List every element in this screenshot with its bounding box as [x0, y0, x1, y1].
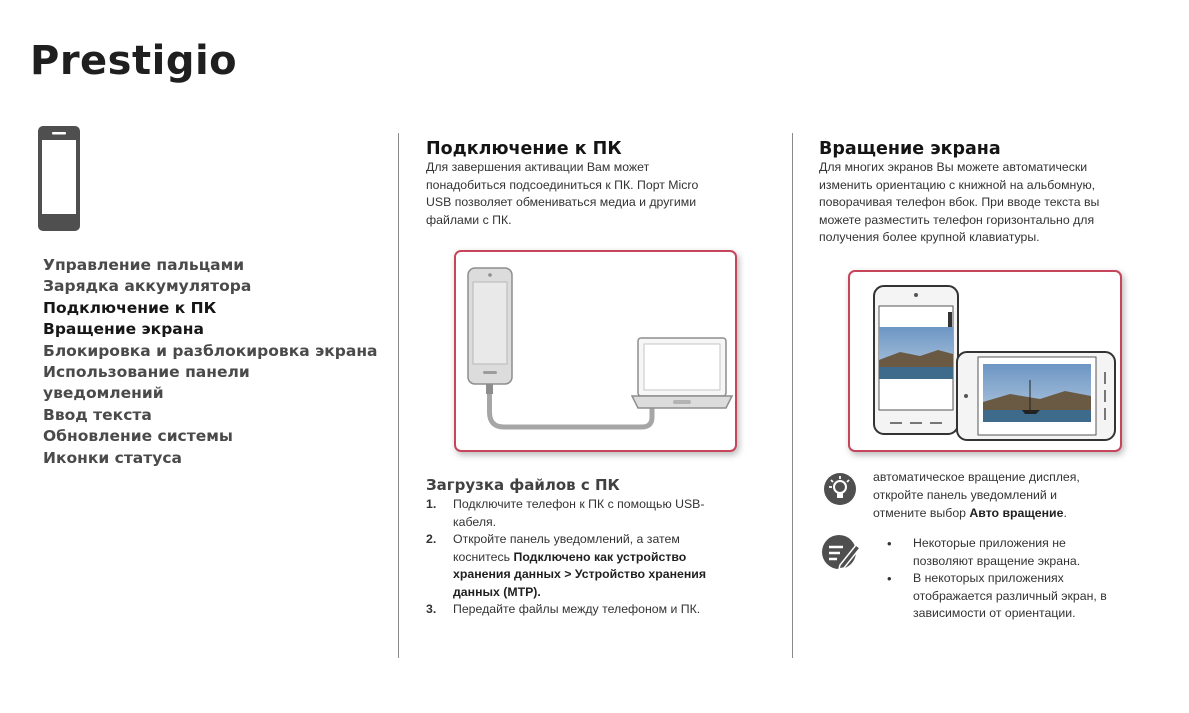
column-divider-left — [398, 133, 399, 658]
rotation-section-title: Вращение экрана — [819, 139, 1001, 159]
toc-item-finger-control[interactable]: Управление пальцами — [43, 256, 245, 274]
file-transfer-subtitle: Загрузка файлов с ПК — [426, 476, 620, 494]
smartphone-icon — [36, 124, 82, 234]
toc-item-notification-panel-cont[interactable]: уведомлений — [43, 384, 164, 403]
column-divider-right — [792, 133, 793, 658]
note-item: • В некоторых приложениях отображается различный экран, в зависимости от ориентации. — [887, 570, 1107, 623]
rotation-illustration — [848, 270, 1122, 452]
phone-laptop-illustration — [454, 250, 737, 452]
toc-item-pc-connection[interactable]: Подключение к ПК — [43, 298, 217, 317]
toc-item-battery-charging[interactable]: Зарядка аккумулятора — [43, 277, 252, 296]
step-item: 2. Откройте панель уведомлений, а затем коснитесь Подключено как устройство хранения данных > Устройство хранения данных (MTP). — [426, 532, 707, 599]
toc-item-screen-rotation[interactable]: Вращение экрана — [43, 320, 204, 339]
rotation-tip-text: автоматическое вращение дисплея, откройте панель уведомлений и отмените выбор Авто вращение. — [873, 470, 1080, 520]
toc-item-text-input[interactable]: Ввод текста — [43, 405, 152, 424]
pencil-icon — [820, 533, 862, 571]
note-item: • Некоторые приложения не позволяют вращение экрана. — [887, 535, 1107, 570]
brand-logo: Prestigio — [30, 38, 238, 84]
rotation-intro-text: Для многих экранов Вы можете автоматически изменить ориентацию с книжной на альбомную, поворачивая телефон вбок. При вводе текста вы можете разместить телефон горизонтально для получения более крупной клавиатуры. — [819, 160, 1100, 245]
toc-item-status-icons[interactable]: Иконки статуса — [43, 448, 182, 467]
table-of-contents — [43, 255, 378, 469]
step-item: 1. Подключите телефон к ПК с помощью USB- кабеля. — [426, 497, 705, 529]
toc-item-screen-lock[interactable]: Блокировка и разблокировка экрана — [43, 341, 378, 360]
rotation-notes — [887, 535, 1107, 623]
step-item: 3. Передайте файлы между телефоном и ПК. — [426, 602, 701, 616]
toc-item-system-update[interactable]: Обновление системы — [43, 427, 233, 446]
pc-intro-text: Для завершения активации Вам может понадобиться подсоединиться к ПК. Порт Micro USB позволяет обмениваться медиа и другими файлами с ПК. — [426, 160, 699, 227]
pc-section-title: Подключение к ПК — [426, 139, 622, 159]
toc-item-notification-panel[interactable]: Использование панели — [43, 363, 250, 382]
file-transfer-steps — [426, 496, 706, 619]
lightbulb-icon — [823, 472, 857, 506]
